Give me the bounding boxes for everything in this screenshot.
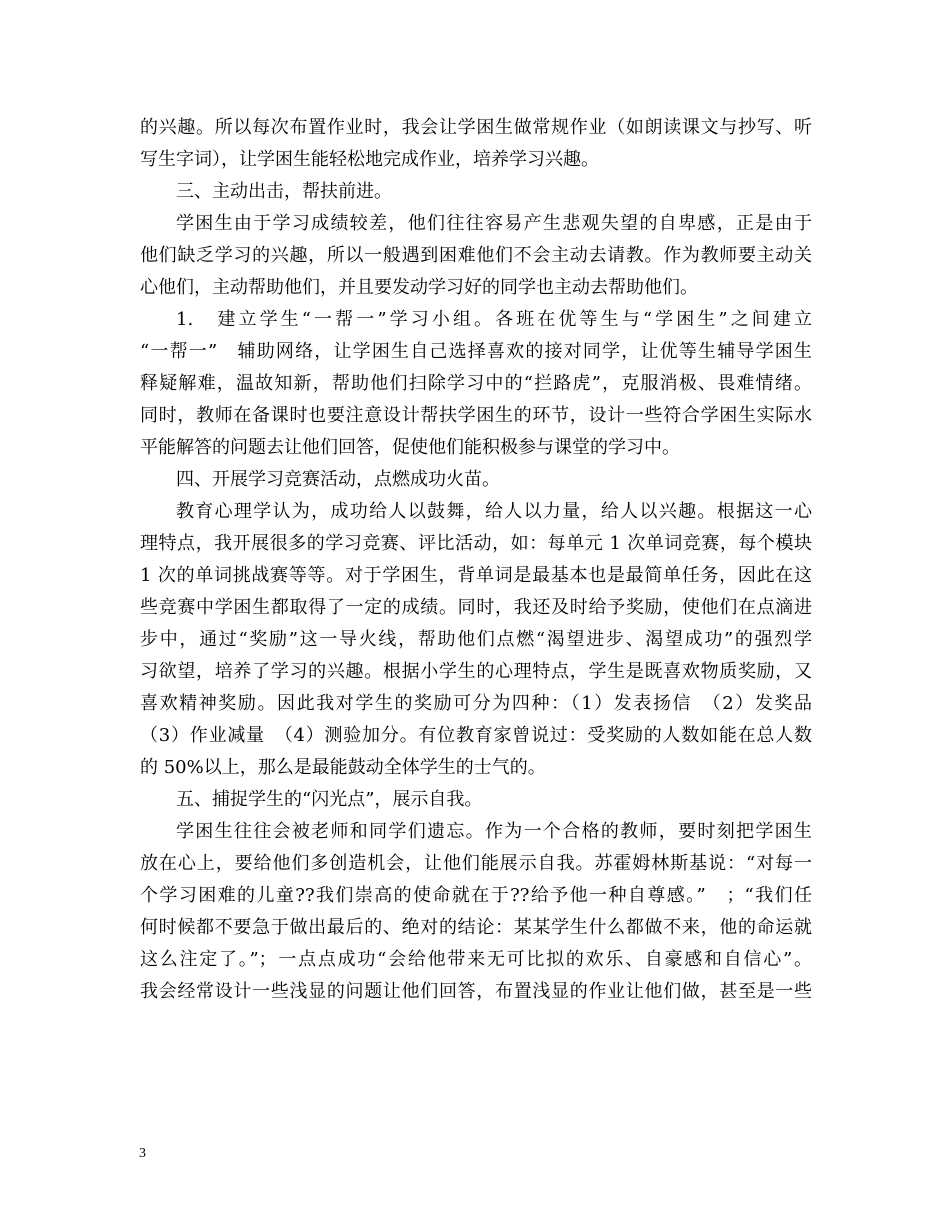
text-line: 他们缺乏学习的兴趣，所以一般遇到困难他们不会主动去请教。作为教师要主动关 — [140, 245, 812, 266]
text-line: 这么注定了。”；一点点成功“会给他带来无可比拟的欢乐、自豪感和自信心”。 — [140, 949, 812, 970]
text-line: 放在心上，要给他们多创造机会，让他们能展示自我。苏霍姆林斯基说：“对每一 — [140, 853, 812, 874]
text-line: 习欲望，培养了学习的兴趣。根据小学生的心理特点，学生是既喜欢物质奖励，又 — [140, 661, 812, 682]
text-line: 步中，通过“奖励”这一导火线，帮助他们点燃“渴望进步、渴望成功”的强烈学 — [140, 629, 812, 650]
text-line: 个学习困难的儿童??我们崇高的使命就在于??给予他一种自尊感。” ；“我们任 — [140, 885, 812, 906]
text-line: 的兴趣。所以每次布置作业时，我会让学困生做常规作业（如朗读课文与抄写、听 — [140, 117, 812, 138]
text-line: 四、开展学习竞赛活动，点燃成功火苗。 — [176, 469, 500, 490]
text-line: 我会经常设计一些浅显的问题让他们回答，布置浅显的作业让他们做，甚至是一些 — [140, 981, 812, 1002]
text-line: 喜欢精神奖励。因此我对学生的奖励可分为四种：（1）发表扬信 （2）发奖品 — [140, 693, 812, 714]
text-line: 同时，教师在备课时也要注意设计帮扶学困生的环节，设计一些符合学困生实际水 — [140, 405, 812, 426]
text-line: 何时候都不要急于做出最后的、绝对的结论：某某学生什么都做不来，他的命运就 — [140, 917, 812, 938]
text-line: 五、捕捉学生的“闪光点”，展示自我。 — [176, 789, 483, 810]
text-line: 学困生由于学习成绩较差，他们往往容易产生悲观失望的自卑感，正是由于 — [176, 213, 812, 234]
text-line: 的 50%以上，那么是最能鼓动全体学生的士气的。 — [140, 757, 546, 778]
page-number: 3 — [139, 1146, 146, 1161]
document-body — [140, 112, 812, 1008]
text-line: 三、主动出击，帮扶前进。 — [176, 181, 392, 202]
text-line: 理特点，我开展很多的学习竞赛、评比活动，如：每单元 1 次单词竞赛，每个模块 — [140, 533, 812, 554]
text-line: 学困生往往会被老师和同学们遗忘。作为一个合格的教师，要时刻把学困生 — [176, 821, 812, 842]
text-line: “一帮一” 辅助网络，让学困生自己选择喜欢的接对同学，让优等生辅导学困生 — [140, 341, 812, 362]
text-line: 释疑解难，温故知新，帮助他们扫除学习中的“拦路虎”，克服消极、畏难情绪。 — [140, 373, 812, 394]
text-line: 写生字词），让学困生能轻松地完成作业，培养学习兴趣。 — [140, 149, 599, 170]
text-line: 1. 建立学生“一帮一”学习小组。各班在优等生与“学困生”之间建立 — [176, 309, 812, 330]
text-line: 1 次的单词挑战赛等等。对于学困生，背单词是最基本也是最简单任务，因此在这 — [140, 565, 812, 586]
text-line: 些竞赛中学困生都取得了一定的成绩。同时，我还及时给予奖励，使他们在点滴进 — [140, 597, 812, 618]
text-line: 心他们，主动帮助他们，并且要发动学习好的同学也主动去帮助他们。 — [140, 277, 698, 298]
text-line: 教育心理学认为，成功给人以鼓舞，给人以力量，给人以兴趣。根据这一心 — [176, 501, 812, 522]
text-line: （3）作业减量 （4）测验加分。有位教育家曾说过：受奖励的人数如能在总人数 — [140, 725, 812, 746]
text-line: 平能解答的问题去让他们回答，促使他们能积极参与课堂的学习中。 — [140, 437, 680, 458]
